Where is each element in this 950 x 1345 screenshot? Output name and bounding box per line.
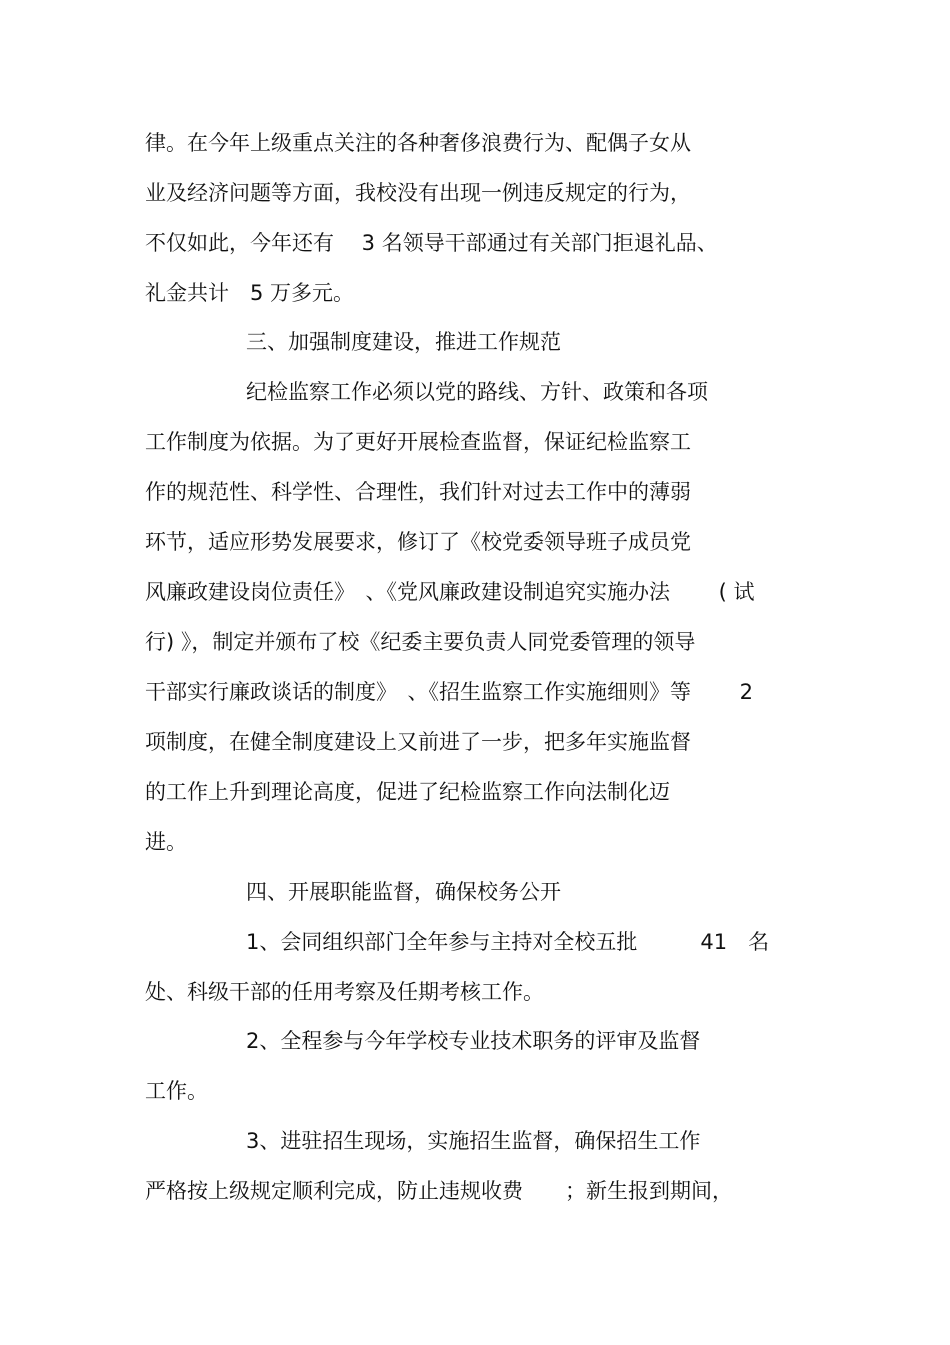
list-item-line: 1、会同组织部门全年参与主持对全校五批 41 名 (246, 930, 770, 954)
list-item-line: 严格按上级规定顺利完成，防止违规收费 ；新生报到期间， (145, 1179, 733, 1203)
list-item-line: 3、进驻招生现场，实施招生监督，确保招生工作 (246, 1129, 701, 1153)
paragraph-line: 业及经济问题等方面，我校没有出现一例违反规定的行为， (145, 181, 691, 205)
paragraph-line: 工作制度为依据。为了更好开展检查监督，保证纪检监察工 (145, 430, 691, 454)
paragraph-line: 行) 》，制定并颁布了校《纪委主要负责人同党委管理的领导 (145, 630, 696, 654)
paragraph-line: 干部实行廉政谈话的制度》 、《招生监察工作实施细则》等 2 (145, 680, 754, 704)
paragraph-line: 纪检监察工作必须以党的路线、方针、政策和各项 (246, 380, 708, 404)
list-item-line: 2、全程参与今年学校专业技术职务的评审及监督 (246, 1029, 701, 1053)
paragraph-line: 的工作上升到理论高度，促进了纪检监察工作向法制化迈 (145, 780, 670, 804)
paragraph-line: 环节，适应形势发展要求，修订了《校党委领导班子成员党 (145, 530, 691, 554)
paragraph-line: 作的规范性、科学性、合理性，我们针对过去工作中的薄弱 (145, 480, 691, 504)
list-item-line: 处、科级干部的任用考察及任期考核工作。 (145, 980, 544, 1004)
section-heading: 四、开展职能监督，确保校务公开 (246, 880, 561, 904)
section-heading: 三、加强制度建设，推进工作规范 (246, 330, 561, 354)
paragraph-line: 进。 (145, 830, 187, 854)
paragraph-line: 风廉政建设岗位责任》 、《党风廉政建设制追究实施办法 ( 试 (145, 580, 755, 604)
list-item-line: 工作。 (145, 1079, 208, 1103)
paragraph-line: 礼金共计 5 万多元。 (145, 281, 355, 305)
paragraph-line: 律。在今年上级重点关注的各种奢侈浪费行为、配偶子女从 (145, 131, 691, 155)
paragraph-line: 不仅如此，今年还有 3 名领导干部通过有关部门拒退礼品、 (145, 231, 718, 255)
paragraph-line: 项制度，在健全制度建设上又前进了一步，把多年实施监督 (145, 730, 691, 754)
